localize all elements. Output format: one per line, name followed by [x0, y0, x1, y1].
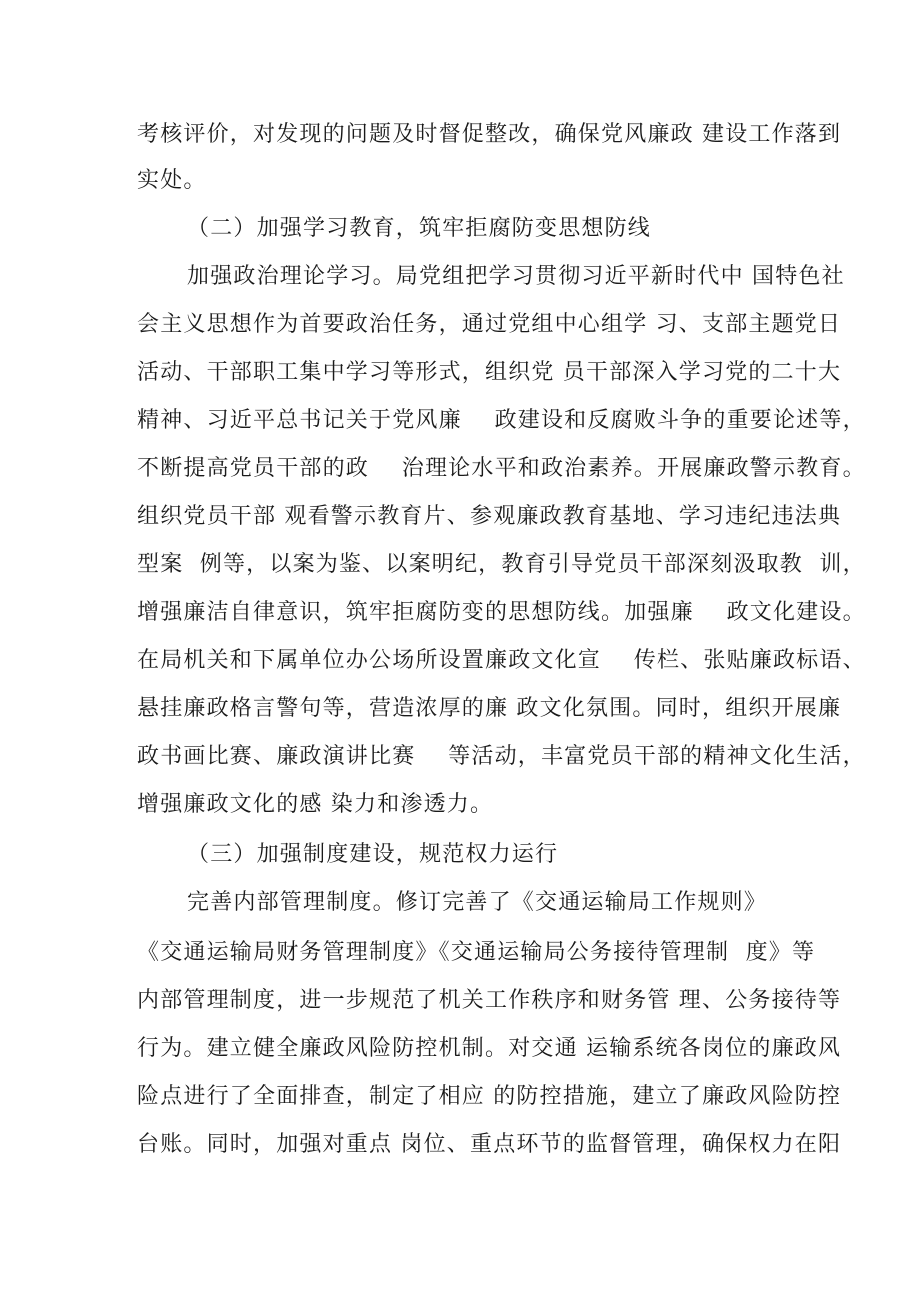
section-heading: （二）加强学习教育，筑牢拒腐防变思想防线	[187, 216, 652, 241]
body-text-line: 实处。	[137, 168, 207, 193]
body-text-line: 悬挂廉政格言警句等，营造浓厚的廉 政文化氛围。同时，组织开展廉	[137, 696, 842, 721]
body-text-line: 活动、干部职工集中学习等形式，组织党 员干部深入学习党的二十大	[137, 360, 842, 385]
body-text-line: 险点进行了全面排查，制定了相应 的防控措施，建立了廉政风险防控	[137, 1084, 842, 1109]
body-text-line: 精神、习近平总书记关于党风廉 政建设和反腐败斗争的重要论述等，	[137, 408, 866, 433]
body-text-line: 考核评价，对发现的问题及时督促整改，确保党风廉政 建设工作落到	[137, 122, 842, 147]
body-text-line: 加强政治理论学习。局党组把学习贯彻习近平新时代中 国特色社	[187, 264, 845, 289]
body-text-line: 组织党员干部 观看警示教育片、参观廉政教育基地、学习违纪违法典	[137, 504, 842, 529]
body-text-line: 会主义思想作为首要政治任务，通过党组中心组学 习、支部主题党日	[137, 312, 842, 337]
body-text-line: 台账。同时，加强对重点 岗位、重点环节的监督管理，确保权力在阳	[137, 1132, 842, 1157]
body-text-line: 完善内部管理制度。修订完善了《交通运输局工作规则》	[187, 890, 768, 915]
body-text-line: 型案 例等，以案为鉴、以案明纪，教育引导党员干部深刻汲取教 训，	[137, 552, 866, 577]
body-text-line: 政书画比赛、廉政演讲比赛 等活动，丰富党员干部的精神文化生活，	[137, 744, 866, 769]
body-text-line: 在局机关和下属单位办公场所设置廉政文化宣 传栏、张贴廉政标语、	[137, 648, 866, 673]
body-text-line: 不断提高党员干部的政 治理论水平和政治素养。开展廉政警示教育。	[137, 456, 866, 481]
body-text-line: 增强廉政文化的感 染力和渗透力。	[137, 792, 494, 817]
body-text-line: 《交通运输局财务管理制度》《交通运输局公务接待管理制 度》等	[137, 940, 816, 965]
body-text-line: 行为。建立健全廉政风险防控机制。对交通 运输系统各岗位的廉政风	[137, 1036, 842, 1061]
section-heading: （三）加强制度建设，规范权力运行	[187, 842, 559, 867]
body-text-line: 内部管理制度，进一步规范了机关工作秩序和财务管 理、公务接待等	[137, 988, 842, 1013]
body-text-line: 增强廉洁自律意识，筑牢拒腐防变的思想防线。加强廉 政文化建设。	[137, 600, 866, 625]
